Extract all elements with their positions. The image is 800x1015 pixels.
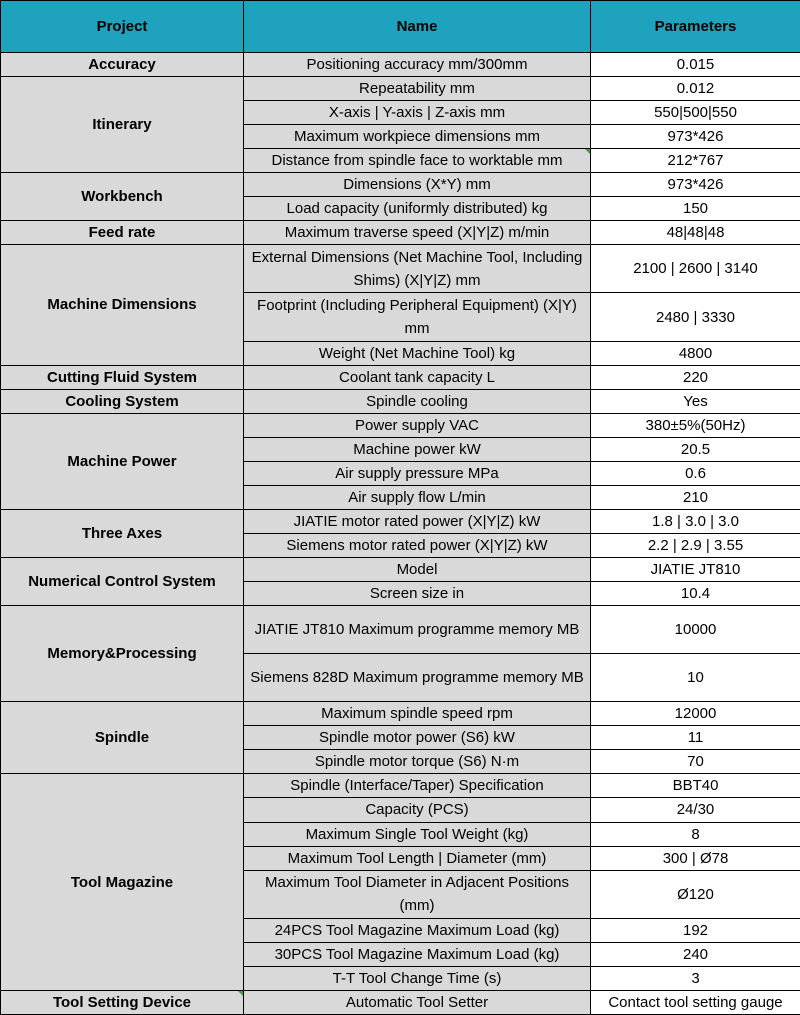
project-cell: Three Axes	[1, 509, 244, 557]
name-cell: Siemens 828D Maximum programme memory MB	[244, 654, 591, 702]
param-cell: 150	[591, 197, 800, 221]
name-cell: Machine power kW	[244, 437, 591, 461]
name-cell: JIATIE motor rated power (X|Y|Z) kW	[244, 509, 591, 533]
name-cell: Maximum Single Tool Weight (kg)	[244, 822, 591, 846]
param-cell: 2480 | 3330	[591, 293, 800, 341]
table-row	[1, 365, 800, 389]
param-cell: 0.6	[591, 461, 800, 485]
param-cell: 300 | Ø78	[591, 846, 800, 870]
name-cell: JIATIE JT810 Maximum programme memory MB	[244, 606, 591, 654]
param-cell: 1.8 | 3.0 | 3.0	[591, 509, 800, 533]
table-row	[1, 245, 800, 293]
header-name: Name	[244, 1, 591, 53]
project-cell: Tool Setting Device	[1, 990, 244, 1014]
name-cell: Repeatability mm	[244, 77, 591, 101]
table-row	[1, 774, 800, 798]
name-cell: Maximum spindle speed rpm	[244, 702, 591, 726]
table-row	[1, 557, 800, 581]
param-cell: Yes	[591, 389, 800, 413]
param-cell: 212*767	[591, 149, 800, 173]
table-row	[1, 990, 800, 1014]
param-cell: 8	[591, 822, 800, 846]
name-cell: Distance from spindle face to worktable mm	[244, 149, 591, 173]
name-cell: 24PCS Tool Magazine Maximum Load (kg)	[244, 918, 591, 942]
name-cell: Coolant tank capacity L	[244, 365, 591, 389]
param-cell: 3	[591, 966, 800, 990]
project-cell: Itinerary	[1, 77, 244, 173]
param-cell: 192	[591, 918, 800, 942]
param-cell: 0.015	[591, 53, 800, 77]
name-cell: Maximum workpiece dimensions mm	[244, 125, 591, 149]
param-cell: 973*426	[591, 173, 800, 197]
name-cell: Capacity (PCS)	[244, 798, 591, 822]
name-cell: Maximum Tool Diameter in Adjacent Positions (mm)	[244, 870, 591, 918]
param-cell: 10	[591, 654, 800, 702]
param-cell: 24/30	[591, 798, 800, 822]
param-cell: 973*426	[591, 125, 800, 149]
table-row	[1, 509, 800, 533]
param-cell: 2100 | 2600 | 3140	[591, 245, 800, 293]
param-cell: 0.012	[591, 77, 800, 101]
name-cell: Spindle motor power (S6) kW	[244, 726, 591, 750]
name-cell: Dimensions (X*Y) mm	[244, 173, 591, 197]
param-cell: 240	[591, 942, 800, 966]
header-row	[1, 1, 800, 53]
param-cell: 20.5	[591, 437, 800, 461]
project-cell: Memory&Processing	[1, 606, 244, 702]
project-cell: Cutting Fluid System	[1, 365, 244, 389]
name-cell: Spindle cooling	[244, 389, 591, 413]
param-cell: Contact tool setting gauge	[591, 990, 800, 1014]
param-cell: 210	[591, 485, 800, 509]
param-cell: 220	[591, 365, 800, 389]
name-cell: 30PCS Tool Magazine Maximum Load (kg)	[244, 942, 591, 966]
project-cell: Spindle	[1, 702, 244, 774]
project-cell: Cooling System	[1, 389, 244, 413]
name-cell: X-axis | Y-axis | Z-axis mm	[244, 101, 591, 125]
param-cell: 4800	[591, 341, 800, 365]
name-cell: External Dimensions (Net Machine Tool, Including Shims) (X|Y|Z) mm	[244, 245, 591, 293]
table-row	[1, 221, 800, 245]
param-cell: 12000	[591, 702, 800, 726]
name-cell: Siemens motor rated power (X|Y|Z) kW	[244, 533, 591, 557]
name-cell: Power supply VAC	[244, 413, 591, 437]
name-cell: Air supply flow L/min	[244, 485, 591, 509]
param-cell: 48|48|48	[591, 221, 800, 245]
table-row	[1, 702, 800, 726]
name-cell: Model	[244, 557, 591, 581]
table-row	[1, 77, 800, 101]
header-project: Project	[1, 1, 244, 53]
param-cell: 11	[591, 726, 800, 750]
table-row	[1, 389, 800, 413]
header-parameters: Parameters	[591, 1, 800, 53]
name-cell: T-T Tool Change Time (s)	[244, 966, 591, 990]
name-cell: Positioning accuracy mm/300mm	[244, 53, 591, 77]
name-cell: Screen size in	[244, 582, 591, 606]
project-cell: Workbench	[1, 173, 244, 221]
param-cell: 10000	[591, 606, 800, 654]
table-row	[1, 173, 800, 197]
project-cell: Machine Power	[1, 413, 244, 509]
name-cell: Footprint (Including Peripheral Equipment) (X|Y) mm	[244, 293, 591, 341]
param-cell: 380±5%(50Hz)	[591, 413, 800, 437]
name-cell: Automatic Tool Setter	[244, 990, 591, 1014]
spec-body	[1, 53, 800, 1015]
project-cell: Machine Dimensions	[1, 245, 244, 365]
name-cell: Spindle motor torque (S6) N·m	[244, 750, 591, 774]
param-cell: 550|500|550	[591, 101, 800, 125]
name-cell: Weight (Net Machine Tool) kg	[244, 341, 591, 365]
table-row	[1, 606, 800, 654]
param-cell: BBT40	[591, 774, 800, 798]
param-cell: Ø120	[591, 870, 800, 918]
project-cell: Accuracy	[1, 53, 244, 77]
name-cell: Maximum Tool Length | Diameter (mm)	[244, 846, 591, 870]
param-cell: JIATIE JT810	[591, 557, 800, 581]
project-cell: Tool Magazine	[1, 774, 244, 990]
param-cell: 10.4	[591, 582, 800, 606]
name-cell: Load capacity (uniformly distributed) kg	[244, 197, 591, 221]
name-cell: Spindle (Interface/Taper) Specification	[244, 774, 591, 798]
table-row	[1, 53, 800, 77]
name-cell: Air supply pressure MPa	[244, 461, 591, 485]
table-row	[1, 413, 800, 437]
param-cell: 70	[591, 750, 800, 774]
project-cell: Numerical Control System	[1, 557, 244, 605]
name-cell: Maximum traverse speed (X|Y|Z) m/min	[244, 221, 591, 245]
param-cell: 2.2 | 2.9 | 3.55	[591, 533, 800, 557]
project-cell: Feed rate	[1, 221, 244, 245]
